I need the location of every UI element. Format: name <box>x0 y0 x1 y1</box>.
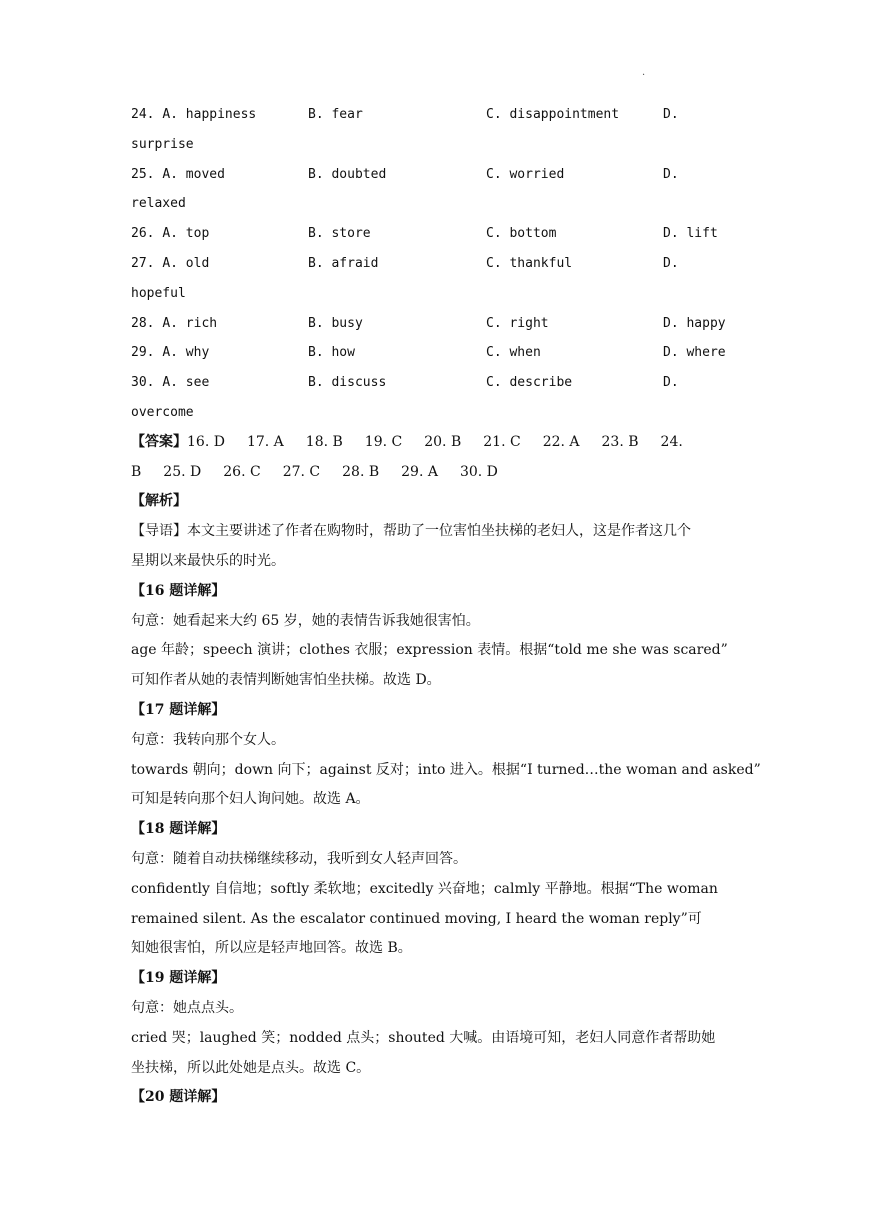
option-b: B. how <box>308 345 355 361</box>
guide-line-2: 星期以来最快乐的时光。 <box>131 552 285 569</box>
option-b: B. discuss <box>308 375 387 391</box>
option-d: D. where <box>663 345 726 361</box>
option-c: C. bottom <box>486 226 557 242</box>
option-b: B. afraid <box>308 255 379 271</box>
q17-meaning: 句意：我转向那个女人。 <box>131 731 285 748</box>
option-list <box>131 100 741 428</box>
q16-meaning: 句意：她看起来大约 65 岁，她的表情告诉我她很害怕。 <box>131 612 480 629</box>
q19-line-1: cried 哭；laughed 笑；nodded 点头；shouted 大喊。由语境可知，老妇人同意作者帮助她 <box>131 1029 716 1046</box>
option-c: C. disappointment <box>486 107 620 122</box>
q17-line-1: towards 朝向；down 向下；against 反对；into 进入。根据“I turned…the woman and asked” <box>131 761 761 778</box>
option-c: C. when <box>486 345 541 361</box>
q18-line-2: remained silent. As the escalator continued moving, I heard the woman reply”可 <box>131 910 702 927</box>
q20-title: 【20 题详解】 <box>131 1089 226 1106</box>
option-wrap-25: relaxed <box>131 196 186 212</box>
option-a: A. old <box>162 255 210 271</box>
answer-line-1: 【答案】16. D 17. A 18. B 19. C 20. B 21. C 22. A 23. B 24. <box>131 428 741 458</box>
q16-line-2: 可知作者从她的表情判断她害怕坐扶梯。故选 D。 <box>131 672 441 689</box>
q19-title: 【19 题详解】 <box>131 970 226 987</box>
q17-line-2: 可知是转向那个妇人询问她。故选 A。 <box>131 791 370 808</box>
q19-line-2: 坐扶梯，所以此处她是点头。故选 C。 <box>131 1059 371 1076</box>
option-row-27: 27. A. old B. afraid C. thankful D. <box>131 249 741 279</box>
option-b: B. busy <box>308 315 363 331</box>
option-a: A. rich <box>162 315 218 331</box>
q17-title: 【17 题详解】 <box>131 701 226 718</box>
option-c: C. thankful <box>486 255 573 271</box>
option-c: C. worried <box>486 166 565 182</box>
option-a: A. top <box>162 226 210 242</box>
q16-line-1: age 年龄；speech 演讲；clothes 衣服；expression 表情。根据“told me she was scared” <box>131 642 728 659</box>
option-row-25: 25. A. moved B. doubted C. worried D. <box>131 160 741 190</box>
option-row-30: 30. A. see B. discuss C. describe D. <box>131 368 741 398</box>
option-row-24: 24. A. happiness B. fear C. disappointment D. <box>131 100 741 130</box>
option-c: C. right <box>486 315 549 331</box>
q18-line-3: 知她很害怕，所以应是轻声地回答。故选 B。 <box>131 940 412 957</box>
header-mark: · <box>642 70 646 81</box>
option-a: A. moved <box>162 166 225 182</box>
option-d: D. <box>663 166 679 182</box>
option-wrap-27: hopeful <box>131 285 186 301</box>
guide-line-1: 【导语】本文主要讲述了作者在购物时，帮助了一位害怕坐扶梯的老妇人，这是作者这几个 <box>131 523 691 540</box>
q16-title: 【16 题详解】 <box>131 582 226 599</box>
option-d: D. happy <box>663 315 726 331</box>
answer-line-2: B 25. D 26. C 27. C 28. B 29. A 30. D <box>131 463 498 480</box>
option-wrap-24: surprise <box>131 136 194 152</box>
option-a: A. see <box>162 375 210 391</box>
q18-line-1: confidently 自信地；softly 柔软地；excitedly 兴奋地；calmly 平静地。根据“The woman <box>131 880 718 897</box>
option-c: C. describe <box>486 375 573 391</box>
option-row-29: 29. A. why B. how C. when D. where <box>131 338 741 368</box>
answer-label: 【答案】 <box>131 433 187 450</box>
q18-title: 【18 题详解】 <box>131 821 226 838</box>
q19-meaning: 句意：她点点头。 <box>131 999 243 1016</box>
option-d: D. <box>663 255 679 271</box>
option-wrap-30: overcome <box>131 404 194 420</box>
option-d: D. <box>663 107 679 122</box>
option-b: B. store <box>308 226 371 242</box>
option-b: B. fear <box>308 107 363 122</box>
option-d: D. lift <box>663 226 718 242</box>
option-b: B. doubted <box>308 166 387 182</box>
option-row-26: 26. A. top B. store C. bottom D. lift <box>131 219 741 249</box>
option-a: A. why <box>162 345 210 361</box>
option-d: D. <box>663 375 679 391</box>
q18-meaning: 句意：随着自动扶梯继续移动，我听到女人轻声回答。 <box>131 850 467 867</box>
analysis-label: 【解析】 <box>131 493 187 510</box>
option-row-28: 28. A. rich B. busy C. right D. happy <box>131 309 741 339</box>
option-a: A. happiness <box>162 107 257 122</box>
document-body <box>131 100 761 1113</box>
